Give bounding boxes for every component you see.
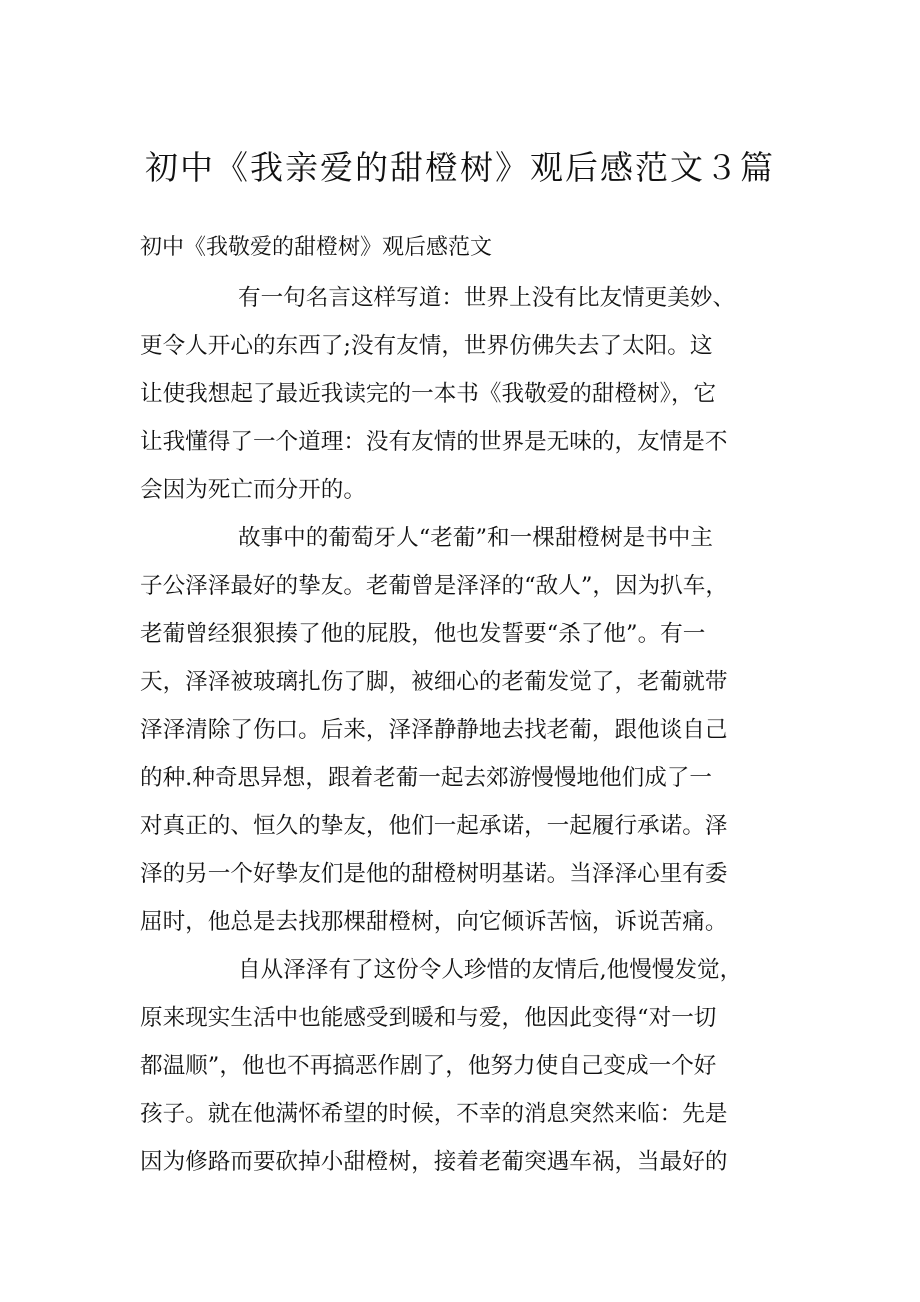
paragraph-2-line: 对真正的、恒久的挚友，他们一起承诺，一起履行承诺。泽 xyxy=(140,813,728,839)
paragraph-2-line: 泽的另一个好挚友们是他的甜橙树明基诺。当泽泽心里有委 xyxy=(140,861,728,887)
document-title: 初中《我亲爱的甜橙树》观后感范文３篇 xyxy=(145,148,775,187)
paragraph-3-line: 都温顺”，他也不再搞恶作剧了，他努力使自己变成一个好 xyxy=(140,1053,717,1079)
paragraph-1-line: 会因为死亡而分开的。 xyxy=(140,477,366,503)
paragraph-1-line: 有一句名言这样写道：世界上没有比友情更美妙、 xyxy=(238,285,736,311)
paragraph-1-line: 更令人开心的东西了;没有友情，世界仿佛失去了太阳。这 xyxy=(140,333,713,359)
paragraph-3-line: 原来现实生活中也能感受到暖和与爱，他因此变得“对一切 xyxy=(140,1005,717,1031)
paragraph-2-line: 老葡曾经狠狠揍了他的屁股，他也发誓要“杀了他”。有一 xyxy=(140,621,706,647)
paragraph-2-line: 屈时，他总是去找那棵甜橙树，向它倾诉苦恼，诉说苦痛。 xyxy=(140,909,728,935)
document-body xyxy=(140,274,792,1186)
paragraph-2-line: 故事中的葡萄牙人“老葡”和一棵甜橙树是书中主 xyxy=(238,525,713,551)
paragraph-3-line: 孩子。就在他满怀希望的时候，不幸的消息突然来临：先是 xyxy=(140,1101,728,1127)
paragraph-2-line: 子公泽泽最好的挚友。老葡曾是泽泽的“敌人”，因为扒车， xyxy=(140,573,728,599)
paragraph-2-line: 的种.种奇思异想，跟着老葡一起去郊游慢慢地他们成了一 xyxy=(140,765,713,791)
paragraph-1-line: 让我懂得了一个道理：没有友情的世界是无味的，友情是不 xyxy=(140,429,728,455)
paragraph-2-line: 天，泽泽被玻璃扎伤了脚，被细心的老葡发觉了，老葡就带 xyxy=(140,669,728,695)
document-subtitle: 初中《我敬爱的甜橙树》观后感范文 xyxy=(140,235,493,260)
paragraph-1-line: 让使我想起了最近我读完的一本书《我敬爱的甜橙树》，它 xyxy=(140,381,717,407)
paragraph-3-line: 因为修路而要砍掉小甜橙树，接着老葡突遇车祸，当最好的 xyxy=(140,1149,728,1175)
paragraph-3-line: 自从泽泽有了这份令人珍惜的友情后,他慢慢发觉， xyxy=(238,957,743,983)
paragraph-2-line: 泽泽清除了伤口。后来，泽泽静静地去找老葡，跟他谈自己 xyxy=(140,717,728,743)
